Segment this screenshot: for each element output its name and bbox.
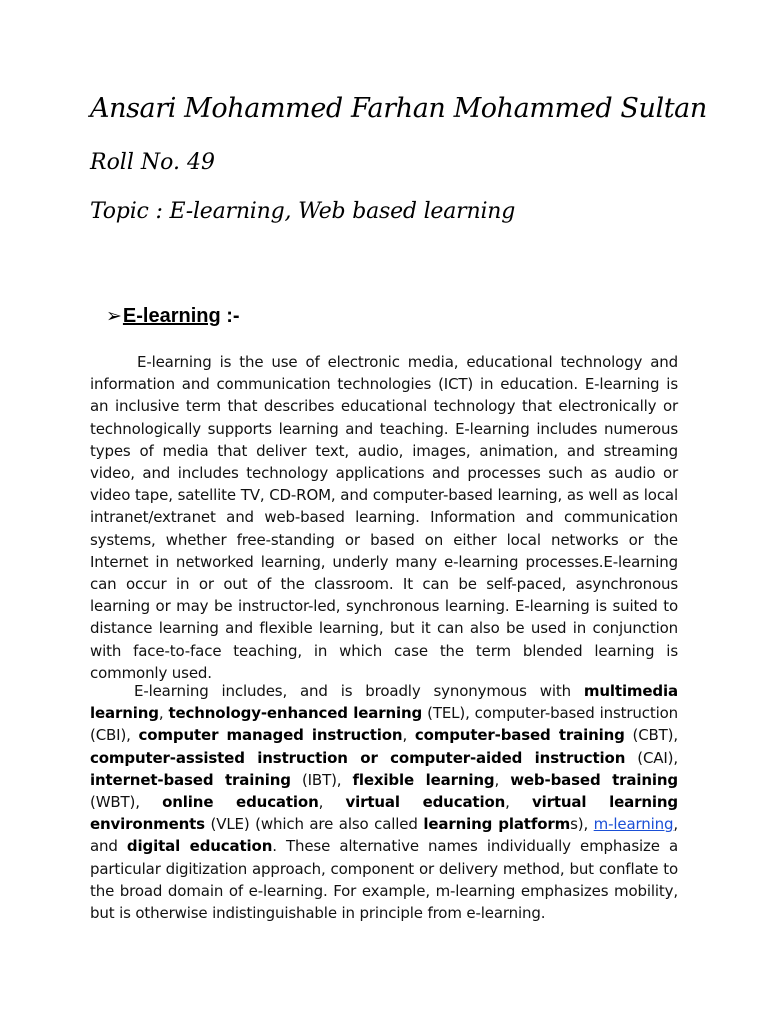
section-heading: [106, 305, 240, 328]
term-online-education: online education: [162, 793, 319, 812]
m-learning-link[interactable]: m-learning: [593, 815, 674, 834]
term-computer-assisted-instruction: computer-assisted instruction or computer-aided instruction: [90, 748, 626, 767]
term-internet-based-training: internet-based training: [90, 770, 291, 789]
p2-text: (TEL), computer-based instruction (CBI),: [90, 704, 678, 745]
p2-text: ,: [318, 793, 346, 812]
term-learning-platform: learning platform: [423, 815, 571, 834]
term-technology-enhanced-learning: technology-enhanced learning: [168, 704, 423, 723]
term-virtual-learning-environments: virtual learning environments: [90, 793, 678, 834]
term-computer-managed-instruction: computer managed instruction: [138, 726, 403, 745]
p2-text: ,: [158, 704, 169, 723]
term-multimedia-learning: multimedia learning: [90, 682, 678, 723]
arrow-bullet-icon: ➢: [106, 306, 122, 327]
paragraph-1-text: E-learning is the use of electronic media, educational technology and information and communication technologies (ICT) in education. E-learning is an inclusive term that describes educational technology that electronically or technologically supports learning and teaching. E-learning includes numerous types of media that deliver text, audio, images, animation, and streaming video, and includes technology applications and processes such as audio or video tape, satellite TV, CD-ROM, and computer-based learning, as well as local intranet/extranet and web-based learning. Information and communication systems, whether free-standing or based on either local networks or the Internet in networked learning, underly many e-learning processes.E-learning can occur in or out of the classroom. It can be self-paced, asynchronous learning or may be instructor-led, synchronous learning. E-learning is suited to distance learning and flexible learning, but it can also be used in conjunction with face-to-face teaching, in which case the term blended learning is commonly used.: [90, 353, 678, 682]
p2-text: ,: [402, 726, 415, 745]
p2-text: (IBT),: [290, 770, 353, 789]
topic-line: Topic : E-learning, Web based learning: [90, 199, 516, 224]
p2-text: (WBT),: [90, 793, 163, 812]
term-computer-based-training: computer-based training: [414, 726, 625, 745]
p2-text: s),: [570, 815, 594, 834]
p2-text: ,: [505, 793, 532, 812]
section-heading-suffix: :-: [220, 305, 240, 327]
term-digital-education: digital education: [126, 837, 273, 856]
p2-text: (CAI),: [625, 748, 678, 767]
section-heading-title: E-learning: [122, 305, 221, 327]
p2-text: ,: [494, 770, 511, 789]
roll-number: Roll No. 49: [90, 150, 215, 175]
p2-text: , and: [90, 815, 679, 856]
p2-text: (VLE) (which are also called: [204, 815, 424, 834]
term-virtual-education: virtual education: [345, 793, 506, 812]
paragraph-2: [90, 680, 678, 924]
term-web-based-training: web-based training: [510, 770, 678, 789]
term-flexible-learning: flexible learning: [352, 770, 495, 789]
p2-text: E-learning includes, and is broadly synonymous with: [134, 682, 584, 700]
p2-text: (CBT),: [624, 726, 678, 745]
paragraph-1: [90, 351, 678, 684]
p2-text: . These alternative names individually emphasize a particular digitization approach, component or delivery method, but conflate to the broad domain of e-learning. For example, m-learning emphasizes mobility, but is otherwise indistinguishable in principle from e-learning.: [90, 837, 678, 923]
author-name: Ansari Mohammed Farhan Mohammed Sultan: [90, 93, 707, 124]
